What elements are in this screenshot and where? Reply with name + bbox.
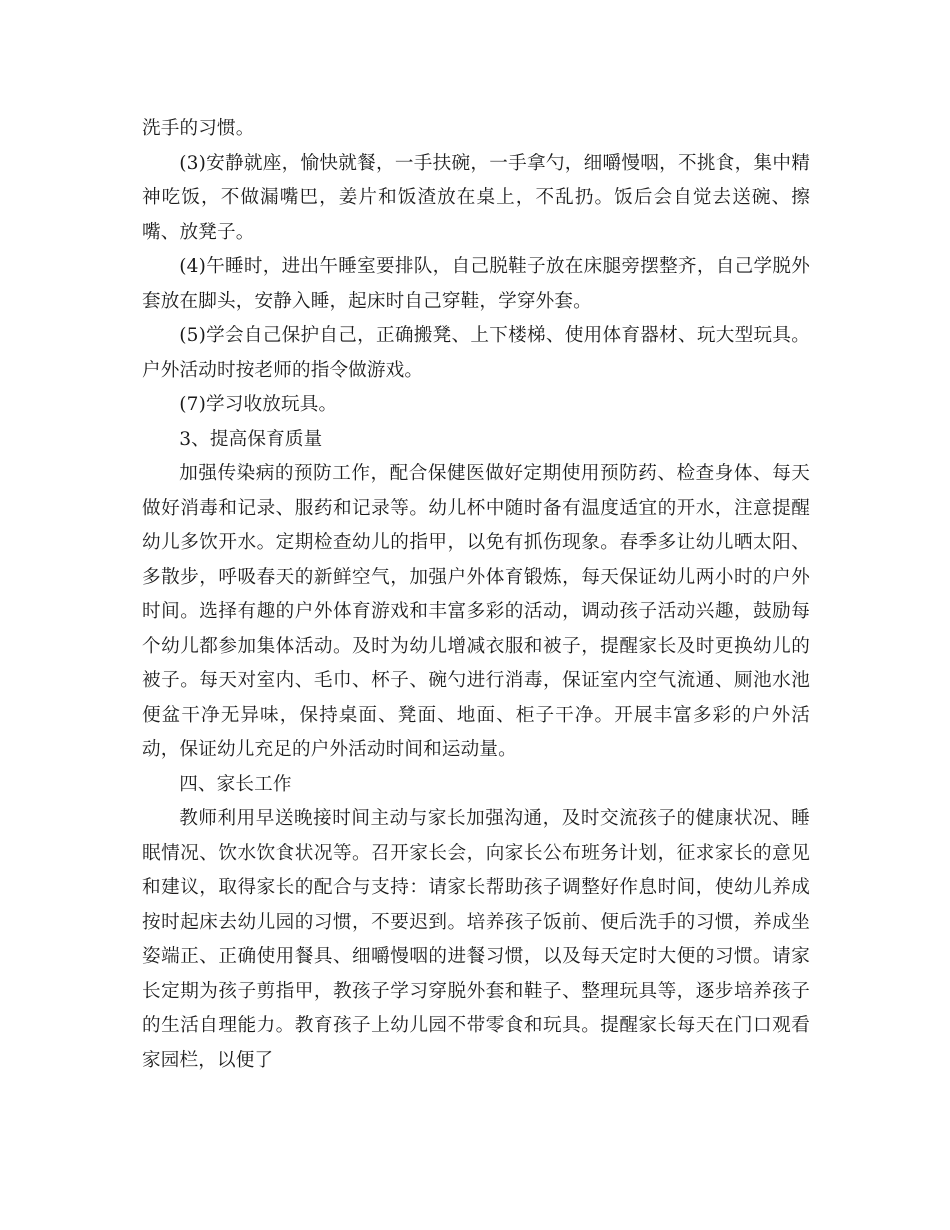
paragraph-item-4: (4)午睡时，进出午睡室要排队，自己脱鞋子放在床腿旁摆整齐，自己学脱外套放在脚头，安静入睡，起床时自己穿鞋，学穿外套。 — [142, 256, 810, 312]
section-heading-parent-work: 四、家长工作 — [179, 773, 292, 795]
paragraph-item-3: (3)安静就座，愉快就餐，一手扶碗，一手拿勺，细嚼慢咽，不挑食，集中精神吃饭，不做漏嘴巴，姜片和饭渣放在桌上，不乱扔。饭后会自觉去送碗、擦嘴、放凳子。 — [142, 152, 810, 243]
paragraph-item-5: (5)学会自己保护自己，正确搬凳、上下楼梯、使用体育器材、玩大型玩具。户外活动时按老师的指令做游戏。 — [142, 325, 810, 381]
paragraph-care-quality: 加强传染病的预防工作，配合保健医做好定期使用预防药、检查身体、每天做好消毒和记录、服药和记录等。幼儿杯中随时备有温度适宜的开水，注意提醒幼儿多饮开水。定期检查幼儿的指甲，以免有抓伤现象。春季多让幼儿晒太阳、多散步，呼吸春天的新鲜空气，加强户外体育锻炼，每天保证幼儿两小时的户外时间。选择有趣的户外体育游戏和丰富多彩的活动，调动孩子活动兴趣，鼓励每个幼儿都参加集体活动。及时为幼儿增减衣服和被子，提醒家长及时更换幼儿的被子。每天对室内、毛巾、杯子、碗勺进行消毒，保证室内空气流通、厕池水池便盆干净无异味，保持桌面、凳面、地面、柜子干净。开展丰富多彩的户外活动，保证幼儿充足的户外活动时间和运动量。 — [142, 463, 810, 760]
document-body — [142, 112, 810, 1078]
section-heading-care-quality: 3、提高保育质量 — [179, 428, 323, 450]
paragraph-item-7: (7)学习收放玩具。 — [179, 394, 338, 415]
paragraph-parent-work: 教师利用早送晚接时间主动与家长加强沟通，及时交流孩子的健康状况、睡眠情况、饮水饮食状况等。召开家长会，向家长公布班务计划，征求家长的意见和建议，取得家长的配合与支持：请家长帮助孩子调整好作息时间，使幼儿养成按时起床去幼儿园的习惯，不要迟到。培养孩子饭前、便后洗手的习惯，养成坐姿端正、正确使用餐具、细嚼慢咽的进餐习惯，以及每天定时大便的习惯。请家长定期为孩子剪指甲，教孩子学习穿脱外套和鞋子、整理玩具等，逐步培养孩子的生活自理能力。教育孩子上幼儿园不带零食和玩具。提醒家长每天在门口观看家园栏，以便了 — [142, 808, 810, 1071]
paragraph-continuation: 洗手的习惯。 — [142, 118, 255, 139]
